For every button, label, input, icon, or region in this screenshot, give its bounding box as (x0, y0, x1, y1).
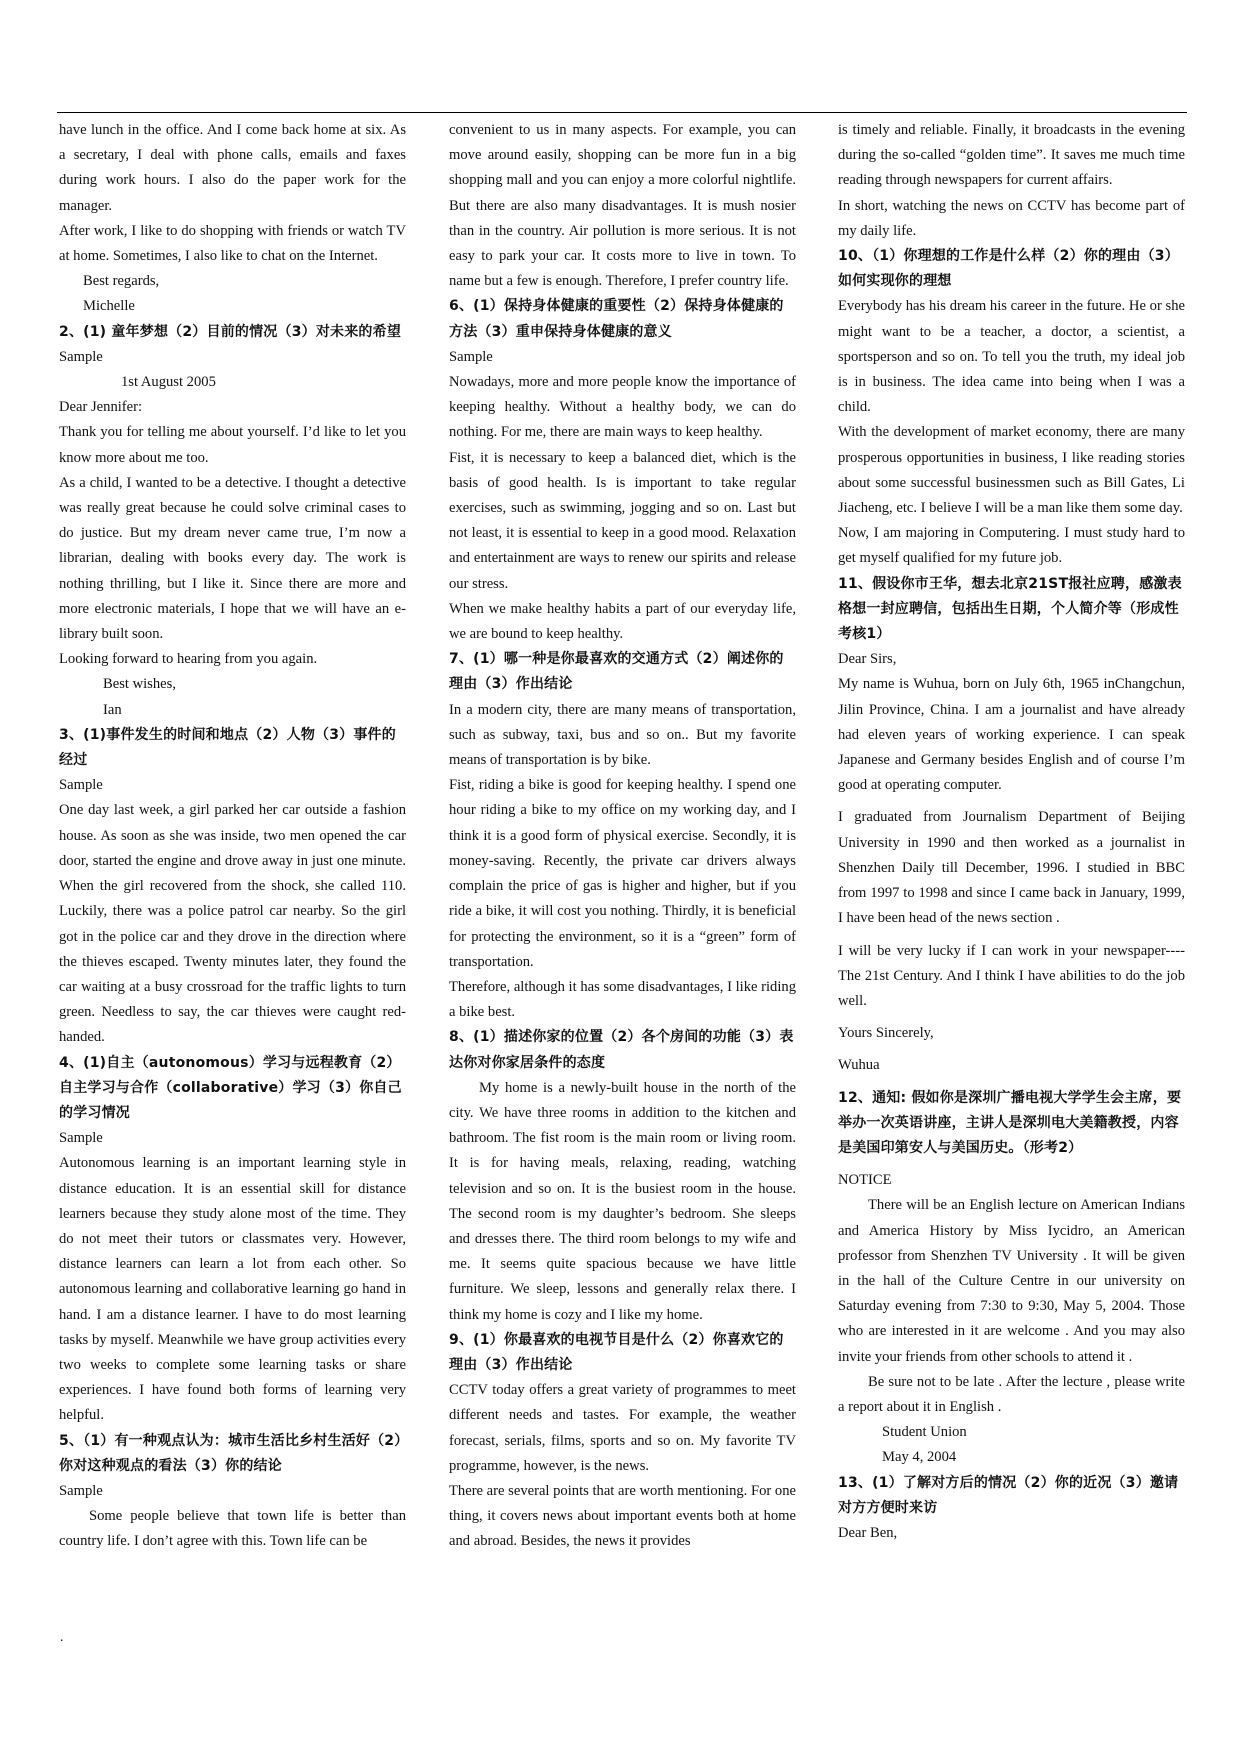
paragraph: Best wishes, (103, 676, 176, 693)
section-heading: 6、(1）保持身体健康的重要性（2）保持身体健康的方法（3）重申保持身体健康的意义 (449, 298, 784, 340)
paragraph: My home is a newly-built house in the north of the city. We have three rooms in addition to the kitchen and bathroom. The fist room is the main room or living room. It is for having meals, relaxing, reading, watching television and so on. It is the busiest room in the house. The second room is my daughter’s bedroom. She sleeps and dresses there. The third room belongs to my wife and me. It seems quite spacious because we have little furniture. We sleep, lessons and generally relax there. I think my home is cozy and I like my home. (449, 1079, 796, 1323)
paragraph: Looking forward to hearing from you again. (59, 651, 318, 668)
paragraph: I graduated from Journalism Department of Beijing University in 1990 and then worked as a journalist in Shenzhen Daily till December, 1996. I studied in BBC from 1997 to 1998 and since I came back in January, 1999, I have been head of the news section . (838, 809, 1185, 927)
paragraph: NOTICE (838, 1172, 892, 1189)
column-right (838, 118, 1185, 1546)
section-heading: 9、(1）你最喜欢的电视节目是什么（2）你喜欢它的理由（3）作出结论 (449, 1331, 784, 1373)
paragraph: I will be very lucky if I can work in your newspaper---- The 21st Century. And I think I have abilities to do the job well. (838, 942, 1185, 1009)
paragraph: There will be an English lecture on American Indians and America History by Miss Iycidro, an American professor from Shenzhen TV University . It will be given in the hall of the Culture Centre in our university on Saturday evening from 7:30 to 9:30, May 5, 2004. Those who are interested in it are welcome . And you may also invite your friends from other schools to attend it . (838, 1197, 1185, 1365)
paragraph: have lunch in the office. And I come back home at six. As a secretary, I deal with phone calls, emails and faxes during work hours. I also do the paper work for the manager. (59, 122, 406, 214)
paragraph: Michelle (83, 298, 135, 315)
paragraph: Student Union (882, 1424, 967, 1441)
paragraph: Dear Jennifer: (59, 399, 143, 416)
paragraph: In a modern city, there are many means of transportation, such as subway, taxi, bus and so on.. But my favorite means of transportation is by bike. (449, 701, 796, 769)
paragraph: Wuhua (838, 1057, 880, 1074)
paragraph: As a child, I wanted to be a detective. I thought a detective was really great because he could solve criminal cases to do justice. But my dream never came true, I’m now a librarian, dealing with books every day. The work is nothing thrilling, but I like it. Since there are more and more electronic materials, I hope that we will have an e-library built soon. (59, 474, 406, 643)
section-heading: 12、通知: 假如你是深圳广播电视大学学生会主席，要举办一次英语讲座，主讲人是深圳电大美籍教授，内容是美国印第安人与美国历史。（形考2） (838, 1089, 1182, 1156)
paragraph: There are several points that are worth mentioning. For one thing, it covers news about important events both at home and abroad. Besides, the news it provides (449, 1482, 796, 1550)
footer-dot: . (60, 1630, 64, 1645)
paragraph: One day last week, a girl parked her car outside a fashion house. As soon as she was inside, two men opened the car door, started the engine and drove away in just one minute. When the girl recovered from the shock, she called 110. Luckily, there was a police patrol car nearby. So the girl got in the police car and they drove in the direction where the thieves escaped. Twenty minutes later, they found the car waiting at a busy crossroad for the traffic lights to turn green. Needless to say, the car thieves were caught red-handed. (59, 802, 406, 1046)
section-heading: 7、(1）哪一种是你最喜欢的交通方式（2）阐述你的理由（3）作出结论 (449, 651, 784, 693)
paragraph: Thank you for telling me about yourself. I’d like to let you know more about me too. (59, 424, 406, 466)
paragraph: Best regards, (83, 273, 160, 290)
paragraph: Autonomous learning is an important learning style in distance education. It is an essential skill for distance learners because they study alone most of the time. They do not meet their tutors or classmates very. However, distance learners can learn a lot from each other. So autonomous learning and collaborative learning go hand in hand. I am a distance learner. I have to do most learning tasks by myself. Meanwhile we have group activities every two weeks to complete some learning tasks or share experiences. I have found both forms of learning very helpful. (59, 1155, 406, 1424)
section-heading: 13、(1）了解对方后的情况（2）你的近况（3）邀请对方方便时来访 (838, 1474, 1179, 1516)
paragraph: Dear Sirs, (838, 651, 897, 668)
section-heading: 10、（1）你理想的工作是什么样（2）你的理由（3） 如何实现你的理想 (838, 248, 1179, 290)
section-heading: 11、假设你市王华，想去北京21ST报社应聘，感激表格想一封应聘信，包括出生日期，个人简介等（形成性考核1） (838, 575, 1182, 643)
paragraph: Fist, it is necessary to keep a balanced diet, which is the basis of good health. Is is important to take regular exercises, such as swimming, jogging and so on. Last but not least, it is essential to keep in a good mood. Relaxation and entertainment are ways to renew our spirits and release our stress. (449, 449, 796, 592)
paragraph: After work, I like to do shopping with friends or watch TV at home. Sometimes, I also like to chat on the Internet. (59, 222, 406, 265)
paragraph: In short, watching the news on CCTV has become part of my daily life. (838, 197, 1185, 239)
section-heading: 3、(1)事件发生的时间和地点（2）人物（3）事件的经过 (59, 726, 396, 769)
paragraph: CCTV today offers a great variety of programmes to meet different needs and tastes. For example, the weather forecast, serials, films, sports and so on. My favorite TV programme, however, is the news. (449, 1382, 796, 1474)
section-heading: 5、（1）有一种观点认为：城市生活比乡村生活好（2）你对这种观点的看法（3）你的结论 (59, 1432, 402, 1474)
paragraph: Sample (59, 1482, 103, 1499)
paragraph: My name is Wuhua, born on July 6th, 1965 inChangchun, Jilin Province, China. I am a journalist and have already had eleven years of working experience. I can speak Japanese and Germany besides English and of course I’m good at operating computer. (838, 676, 1185, 794)
paragraph: When we make healthy habits a part of our everyday life, we are bound to keep healthy. (449, 600, 796, 643)
column-left (59, 118, 406, 1555)
column-middle (449, 118, 796, 1555)
section-heading: 8、(1）描述你家的位置（2）各个房间的功能（3）表达你对你家居条件的态度 (449, 1029, 794, 1071)
paragraph: convenient to us in many aspects. For example, you can move around easily, shopping can be more fun in a big shopping mall and you can enjoy a more colorful nightlife. But there are also many disadvantages. It is mush nosier than in the country. Air pollution is more serious. It is not easy to park your car. It costs more to live in town. To name but a few is enough. Therefore, I prefer country life. (449, 122, 796, 290)
section-heading: 4、(1)自主（autonomous）学习与远程教育（2）自主学习与合作（collaborative）学习（3）你自己的学习情况 (59, 1054, 402, 1121)
paragraph: May 4, 2004 (882, 1449, 957, 1466)
paragraph: Be sure not to be late . After the lecture , please write a report about it in English . (838, 1373, 1185, 1415)
paragraph: 1st August 2005 (121, 374, 216, 391)
paragraph: Sample (59, 348, 103, 365)
paragraph: Sample (59, 777, 103, 794)
paragraph: Nowadays, more and more people know the importance of keeping healthy. Without a healthy body, we can do nothing. For me, there are main ways to keep healthy. (449, 374, 796, 441)
top-rule (57, 112, 1187, 113)
paragraph: Ian (103, 701, 122, 718)
paragraph: Yours Sincerely, (838, 1025, 934, 1042)
paragraph: Therefore, although it has some disadvantages, I like riding a bike best. (449, 978, 796, 1021)
paragraph: With the development of market economy, there are many prosperous opportunities in business, I like reading stories about some successful businessmen such as Bill Gates, Li Jiacheng, etc. I believe I will be a man like them some day. (838, 424, 1185, 517)
paragraph: Sample (59, 1130, 103, 1147)
paragraph: Fist, riding a bike is good for keeping healthy. I spend one hour riding a bike to my office on my working day, and I think it is a good form of physical exercise. Secondly, it is money-saving. Recently, the private car drivers always complain the price of gas is higher and higher, but if you ride a bike, it will cost you nothing. Thirdly, it is beneficial for protecting the environment, so it is a “green” form of transportation. (449, 777, 796, 970)
paragraph: Dear Ben, (838, 1524, 898, 1541)
paragraph: Sample (449, 348, 493, 365)
paragraph: Now, I am majoring in Computering. I must study hard to get myself qualified for my future job. (838, 525, 1185, 567)
paragraph: is timely and reliable. Finally, it broadcasts in the evening during the so-called “golden time”. It saves me much time reading through newspapers for current affairs. (838, 122, 1185, 189)
section-heading: 2、(1) 童年梦想（2）目前的情况（3）对未来的希望 (59, 323, 402, 340)
paragraph: Everybody has his dream his career in the future. He or she might want to be a teacher, a doctor, a scientist, a sportsperson and so on. To tell you the truth, my ideal job is in business. The idea came into being when I was a child. (838, 298, 1185, 416)
paragraph: Some people believe that town life is better than country life. I don’t agree with this. Town life can be (59, 1508, 406, 1550)
